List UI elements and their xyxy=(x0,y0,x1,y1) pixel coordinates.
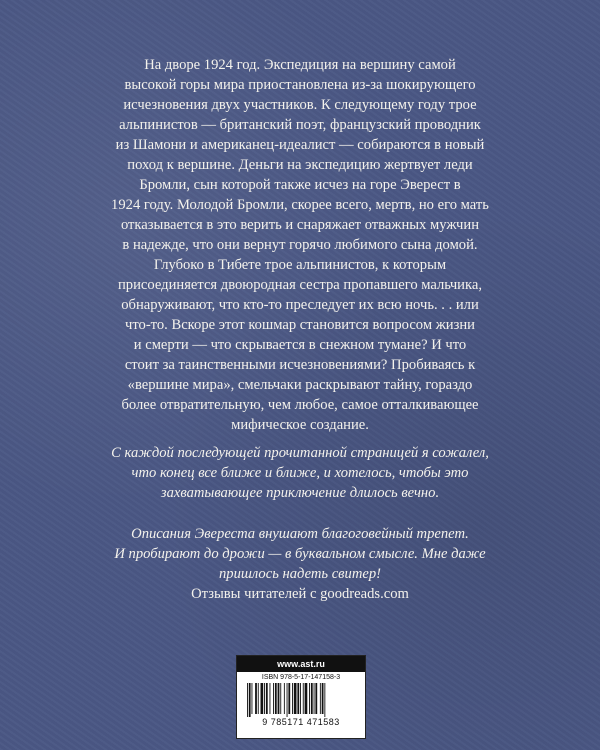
synopsis-line: отказывается в это верить и снаряжает отважных мужчин xyxy=(120,217,480,233)
quote-line: пришлось надеть свитер! xyxy=(218,566,381,582)
synopsis-line: На дворе 1924 год. Экспедиция на вершину самой xyxy=(144,57,456,73)
synopsis-line: обнаруживают, что кто-то преследует их всю ночь. . . или xyxy=(121,297,479,313)
reader-quote-1 xyxy=(80,443,520,503)
synopsis-line: стоит за таинственными исчезновениями? Пробиваясь к xyxy=(124,357,476,373)
isbn-label: ISBN 978-5-17-147158-3 xyxy=(261,674,341,681)
synopsis-line: высокой горы мира приостановлена из-за шокирующего xyxy=(124,77,476,93)
publisher-site: www.ast.ru xyxy=(237,656,365,672)
synopsis xyxy=(98,55,502,435)
synopsis-line: Бромли, сын которой также исчез на горе Эверест в xyxy=(139,177,461,193)
synopsis-line: и смерти — что скрывается в снежном тумане? И что xyxy=(133,337,467,353)
quote-line: С каждой последующей прочитанной страницей я сожалел, xyxy=(111,445,489,461)
quote-source: Отзывы читателей с goodreads.com xyxy=(191,586,409,602)
synopsis-line: что-то. Вскоре этот кошмар становится вопросом жизни xyxy=(125,317,475,333)
synopsis-line: 1924 году. Молодой Бромли, скорее всего, мертв, но его мать xyxy=(111,197,489,213)
synopsis-line: альпинистов — британский поэт, французский проводник xyxy=(119,117,481,133)
synopsis-line: более отвратительную, чем любое, самое отталкивающее xyxy=(121,397,479,413)
synopsis-line: поход к вершине. Деньги на экспедицию жертвует леди xyxy=(127,157,473,173)
barcode-icon xyxy=(245,683,357,717)
synopsis-line: в надежде, что они вернут горячо любимого сына домой. xyxy=(122,237,478,253)
synopsis-line: мифическое создание. xyxy=(231,417,369,433)
quote-line: Описания Эвереста внушают благоговейный трепет. xyxy=(131,526,469,542)
synopsis-line: присоединяется двоюродная сестра пропавшего мальчика, xyxy=(118,277,482,293)
quote-line: захватывающее приключение длилось вечно. xyxy=(160,485,440,501)
barcode-digits: 9 785171 471583 xyxy=(262,717,340,727)
synopsis-line: Глубоко в Тибете трое альпинистов, к которым xyxy=(153,257,447,273)
quote-line: И пробирают до дрожи — в буквальном смысле. Мне даже xyxy=(114,546,486,562)
barcode-block xyxy=(236,655,366,739)
synopsis-line: «вершине мира», смельчаки раскрывают тайну, гораздо xyxy=(127,377,473,393)
quote-line: что конец все ближе и ближе, и хотелось, чтобы это xyxy=(131,465,469,481)
synopsis-line: исчезновения двух участников. К следующему году трое xyxy=(123,97,477,113)
reader-quote-2 xyxy=(80,524,520,584)
synopsis-line: из Шамони и американец-идеалист — собираются в новый xyxy=(115,137,485,153)
